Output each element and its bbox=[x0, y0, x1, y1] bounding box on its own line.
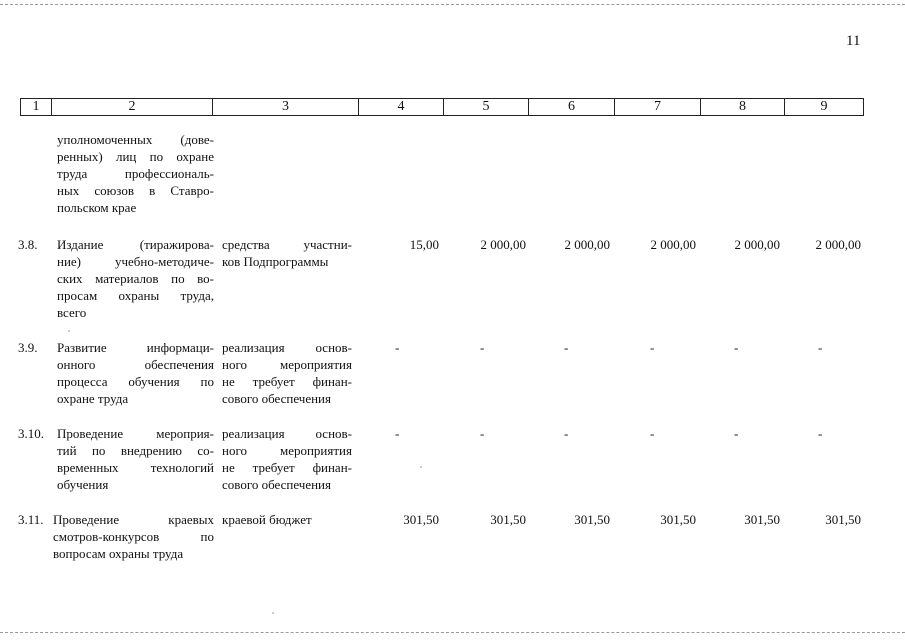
scan-edge-bottom bbox=[0, 632, 905, 633]
table-header-row bbox=[20, 98, 864, 116]
value-cell: - bbox=[564, 340, 569, 355]
description-line: ренных) лиц по охране bbox=[57, 149, 214, 164]
source-line: не требует финан- bbox=[222, 374, 352, 389]
row-description bbox=[57, 236, 214, 321]
source-line: краевой бюджет bbox=[222, 512, 312, 527]
row-funding-source bbox=[222, 425, 352, 493]
scan-speck bbox=[68, 330, 70, 332]
row-funding-source bbox=[222, 511, 352, 528]
continuation-description bbox=[57, 131, 214, 216]
description-line: тий по внедрению со- bbox=[57, 443, 214, 458]
value-cell: 301,50 bbox=[490, 512, 526, 527]
description-line: вопросам охраны труда bbox=[53, 546, 184, 561]
value-cell: - bbox=[734, 426, 739, 441]
value-cell: - bbox=[650, 340, 655, 355]
source-line: ного мероприятия bbox=[222, 443, 352, 458]
source-line: средства участни- bbox=[222, 237, 352, 252]
column-number-1: 1 bbox=[21, 99, 52, 115]
column-number-6: 6 bbox=[529, 99, 615, 115]
value-cell: - bbox=[734, 340, 739, 355]
value-cell: 2 000,00 bbox=[480, 237, 526, 252]
value-cell: - bbox=[818, 426, 823, 441]
source-line: реализация основ- bbox=[222, 340, 352, 355]
value-cell: - bbox=[395, 340, 400, 355]
value-cell: - bbox=[650, 426, 655, 441]
value-cell: - bbox=[818, 340, 823, 355]
description-line: обучения bbox=[57, 477, 109, 492]
column-number-2: 2 bbox=[52, 99, 213, 115]
row-description bbox=[53, 511, 214, 562]
value-cell: - bbox=[564, 426, 569, 441]
source-line: ного мероприятия bbox=[222, 357, 352, 372]
row-funding-source bbox=[222, 236, 352, 270]
value-cell: 2 000,00 bbox=[650, 237, 696, 252]
description-line: ние) учебно-методиче- bbox=[57, 254, 214, 269]
row-number: 3.11. bbox=[18, 512, 44, 527]
value-cell: 301,50 bbox=[744, 512, 780, 527]
description-line: охране труда bbox=[57, 391, 129, 406]
scan-speck bbox=[272, 612, 274, 614]
column-number-7: 7 bbox=[615, 99, 701, 115]
value-cell: 301,50 bbox=[403, 512, 439, 527]
value-cell: 2 000,00 bbox=[734, 237, 780, 252]
value-cell: 301,50 bbox=[660, 512, 696, 527]
page-number: 11 bbox=[846, 33, 861, 49]
description-line: Проведение мероприя- bbox=[57, 426, 214, 441]
value-cell: - bbox=[480, 340, 485, 355]
source-line: ков Подпрограммы bbox=[222, 254, 329, 269]
value-cell: 301,50 bbox=[825, 512, 861, 527]
description-line: ских материалов по во- bbox=[57, 271, 214, 286]
description-line: временных технологий bbox=[57, 460, 214, 475]
column-number-3: 3 bbox=[213, 99, 359, 115]
source-line: сового обеспечения bbox=[222, 391, 331, 406]
row-funding-source bbox=[222, 339, 352, 407]
value-cell: - bbox=[395, 426, 400, 441]
value-cell: 15,00 bbox=[409, 237, 439, 252]
source-line: сового обеспечения bbox=[222, 477, 331, 492]
source-line: реализация основ- bbox=[222, 426, 352, 441]
description-line: ных союзов в Ставро- bbox=[57, 183, 214, 198]
description-line: Развитие информаци- bbox=[57, 340, 214, 355]
description-line: просам охраны труда, bbox=[57, 288, 214, 303]
row-number: 3.10. bbox=[18, 426, 44, 441]
column-number-9: 9 bbox=[820, 99, 828, 114]
row-description bbox=[57, 425, 214, 493]
description-line: Проведение краевых bbox=[53, 512, 214, 527]
column-number-8: 8 bbox=[701, 99, 785, 115]
description-line: Издание (тиражирова- bbox=[57, 237, 214, 252]
description-line: польском крае bbox=[57, 200, 137, 215]
value-cell: 2 000,00 bbox=[815, 237, 861, 252]
description-line: всего bbox=[57, 305, 87, 320]
description-line: труда профессиональ- bbox=[57, 166, 214, 181]
row-number: 3.9. bbox=[18, 340, 38, 355]
row-number: 3.8. bbox=[18, 237, 38, 252]
source-line: не требует финан- bbox=[222, 460, 352, 475]
value-cell: 2 000,00 bbox=[564, 237, 610, 252]
description-line: смотров-конкурсов по bbox=[53, 529, 214, 544]
value-cell: - bbox=[480, 426, 485, 441]
scan-speck bbox=[420, 466, 422, 468]
description-line: уполномоченных (дове- bbox=[57, 132, 214, 147]
scan-edge-top bbox=[0, 4, 905, 5]
row-description bbox=[57, 339, 214, 407]
description-line: онного обеспечения bbox=[57, 357, 214, 372]
column-number-5: 5 bbox=[444, 99, 529, 115]
description-line: процесса обучения по bbox=[57, 374, 214, 389]
value-cell: 301,50 bbox=[574, 512, 610, 527]
column-number-4: 4 bbox=[359, 99, 444, 115]
